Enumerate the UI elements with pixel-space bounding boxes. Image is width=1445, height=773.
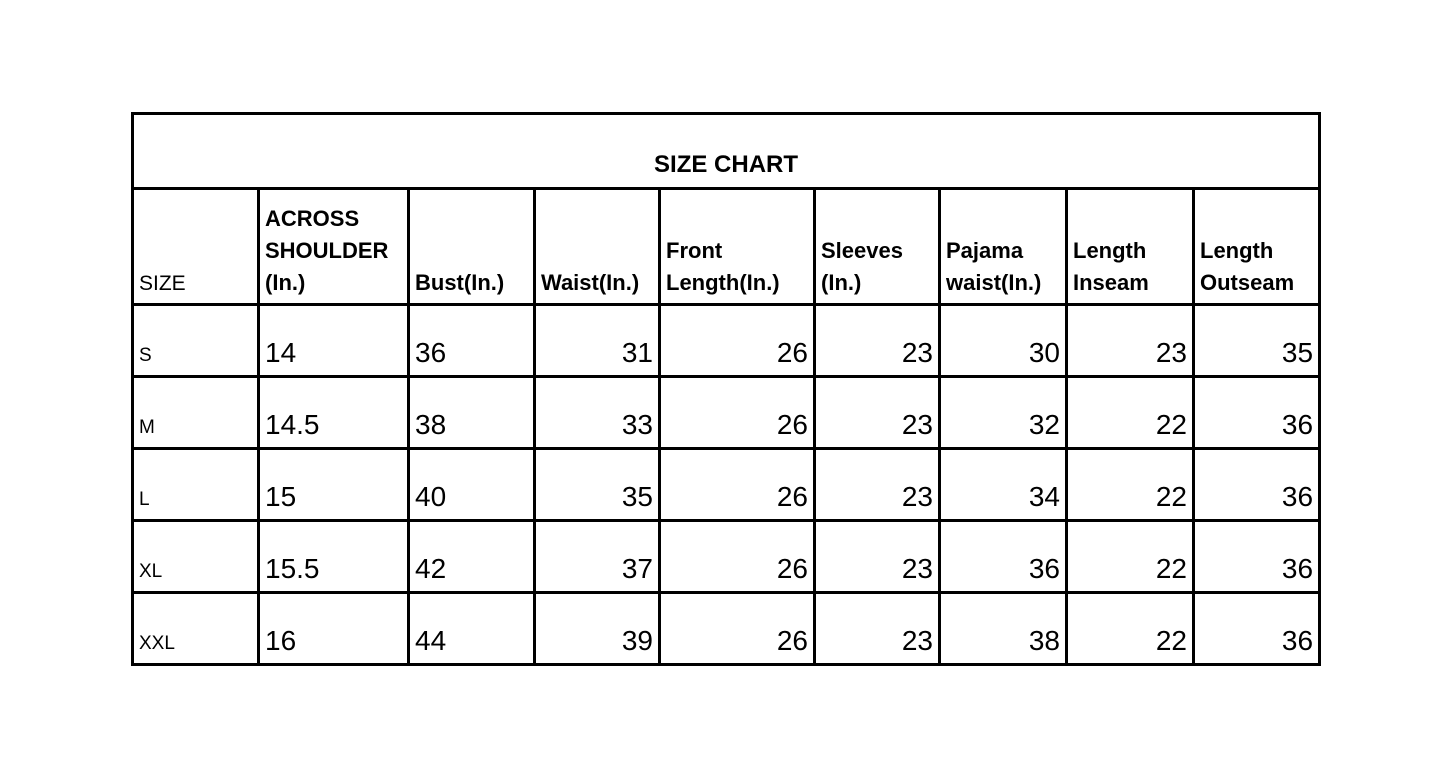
column-header-sleeves: Sleeves (In.): [815, 189, 940, 305]
waist-cell: 33: [535, 377, 660, 449]
front-length-cell: 26: [660, 377, 815, 449]
row-m: [133, 377, 1320, 449]
length-outseam-cell: 36: [1194, 593, 1320, 665]
row-l: [133, 449, 1320, 521]
column-header-bust: Bust(In.): [409, 189, 535, 305]
length-outseam-cell: 36: [1194, 377, 1320, 449]
row-s: [133, 305, 1320, 377]
front-length-cell: 26: [660, 593, 815, 665]
front-length-cell: 26: [660, 305, 815, 377]
pajama-waist-cell: 36: [940, 521, 1067, 593]
across-shoulder-cell: 15: [259, 449, 409, 521]
bust-cell: 38: [409, 377, 535, 449]
size-chart-table: [131, 112, 1321, 666]
front-length-cell: 26: [660, 449, 815, 521]
pajama-waist-cell: 30: [940, 305, 1067, 377]
sleeves-cell: 23: [815, 305, 940, 377]
size-chart-title: SIZE CHART: [133, 114, 1320, 189]
length-outseam-cell: 36: [1194, 521, 1320, 593]
bust-cell: 42: [409, 521, 535, 593]
column-header-length-inseam: Length Inseam: [1067, 189, 1194, 305]
pajama-waist-cell: 32: [940, 377, 1067, 449]
bust-cell: 36: [409, 305, 535, 377]
column-header-across-shoulder: ACROSS SHOULDER (In.): [259, 189, 409, 305]
row-xxl: [133, 593, 1320, 665]
waist-cell: 35: [535, 449, 660, 521]
size-cell: XXL: [133, 593, 259, 665]
column-header-size: SIZE: [133, 189, 259, 305]
column-header-waist: Waist(In.): [535, 189, 660, 305]
pajama-waist-cell: 38: [940, 593, 1067, 665]
column-header-pajama-waist: Pajama waist(In.): [940, 189, 1067, 305]
length-inseam-cell: 23: [1067, 305, 1194, 377]
waist-cell: 37: [535, 521, 660, 593]
waist-cell: 31: [535, 305, 660, 377]
length-inseam-cell: 22: [1067, 521, 1194, 593]
length-inseam-cell: 22: [1067, 377, 1194, 449]
column-header-length-outseam: Length Outseam: [1194, 189, 1320, 305]
title-row: [133, 114, 1320, 189]
header-row: [133, 189, 1320, 305]
size-cell: S: [133, 305, 259, 377]
size-cell: L: [133, 449, 259, 521]
waist-cell: 39: [535, 593, 660, 665]
across-shoulder-cell: 16: [259, 593, 409, 665]
across-shoulder-cell: 15.5: [259, 521, 409, 593]
row-xl: [133, 521, 1320, 593]
front-length-cell: 26: [660, 521, 815, 593]
column-header-front-length: Front Length(In.): [660, 189, 815, 305]
bust-cell: 44: [409, 593, 535, 665]
length-inseam-cell: 22: [1067, 593, 1194, 665]
across-shoulder-cell: 14.5: [259, 377, 409, 449]
bust-cell: 40: [409, 449, 535, 521]
size-cell: XL: [133, 521, 259, 593]
sleeves-cell: 23: [815, 593, 940, 665]
across-shoulder-cell: 14: [259, 305, 409, 377]
sleeves-cell: 23: [815, 377, 940, 449]
length-inseam-cell: 22: [1067, 449, 1194, 521]
length-outseam-cell: 36: [1194, 449, 1320, 521]
size-cell: M: [133, 377, 259, 449]
length-outseam-cell: 35: [1194, 305, 1320, 377]
sleeves-cell: 23: [815, 521, 940, 593]
sleeves-cell: 23: [815, 449, 940, 521]
pajama-waist-cell: 34: [940, 449, 1067, 521]
